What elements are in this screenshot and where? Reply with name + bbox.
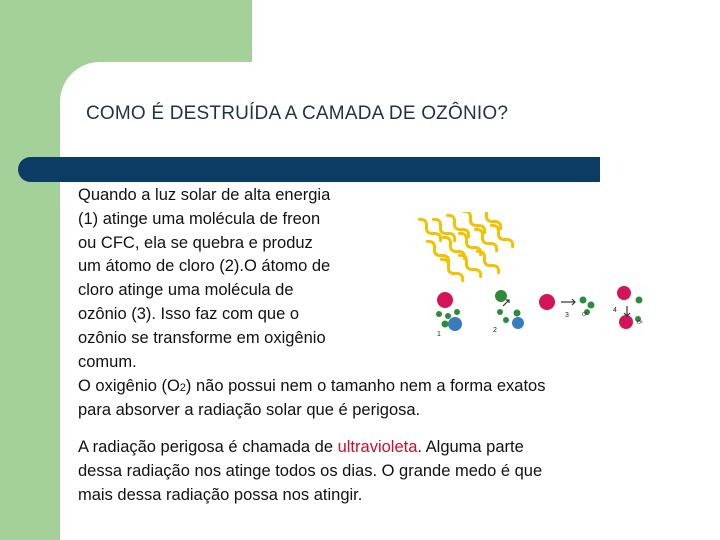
uv-wave-2 [431,217,456,242]
chlorine-atom-free [495,290,507,302]
ozone-collision [539,294,595,319]
paragraph-line: mais dessa radiação possa nos atingir. [78,485,363,504]
oxygen-atom [617,286,631,300]
carbon-atom [448,317,462,331]
paragraph-line: um átomo de cloro (2).O átomo de [78,257,331,276]
text-run: A radiação perigosa é chamada de [78,438,338,456]
paragraph-line: para absorver a radiação solar que é perigosa. [78,400,421,419]
paragraph-line: Quando a luz solar de alta energia [78,186,331,204]
paragraph-line [78,375,698,399]
paragraph-line: ozônio se transforme em oxigênio [78,328,326,347]
uv-radiation-waves [417,212,514,283]
ozone-oxygen-atom [539,294,555,310]
chlorine-atom [437,292,453,308]
molecule-label-o2: O² [637,320,643,326]
oxygen-formation [613,286,643,329]
oxygen-atom [619,315,633,329]
text-run: ) não possui nem o tamanho nem a forma exatos [185,377,546,395]
subscript: 2 [179,382,186,394]
step-label: 3 [565,312,569,319]
text-run: O oxigênio (O [78,377,180,395]
uv-wave-11 [439,257,464,282]
title-divider-bar [18,157,600,182]
chlorine-atom [580,297,587,304]
paragraph-2 [78,436,698,507]
chlorine-release [493,290,524,334]
step-label: 1 [437,331,441,338]
step-label: 4 [613,307,617,314]
paragraph-1-continued [78,375,698,423]
paragraph-line: dessa radiação nos atinge todos os dias. O grande medo é que [78,461,543,480]
paragraph-line: comum. [78,352,137,371]
ozone-destruction-diagram [405,212,680,342]
cfc-molecule [436,292,462,338]
page-title: COMO É DESTRUÍDA A CAMADA DE OZÔNIO? [86,103,509,124]
paragraph-line: ozônio (3). Isso faz com que o [78,304,300,323]
step-label: 2 [493,327,497,334]
paragraph-line [78,436,698,460]
paragraph-line: ou CFC, ela se quebra e produz [78,233,313,252]
paragraph-line: cloro atinge uma molécula de [78,281,294,300]
paragraph-1 [78,184,408,374]
highlight-ultravioleta: ultravioleta [337,438,418,456]
molecule-label-o3: O³ [582,312,588,318]
paragraph-line: (1) atinge uma molécula de freon [78,209,321,228]
carbon-atom [512,317,524,329]
text-run: . Alguma parte [417,438,524,456]
